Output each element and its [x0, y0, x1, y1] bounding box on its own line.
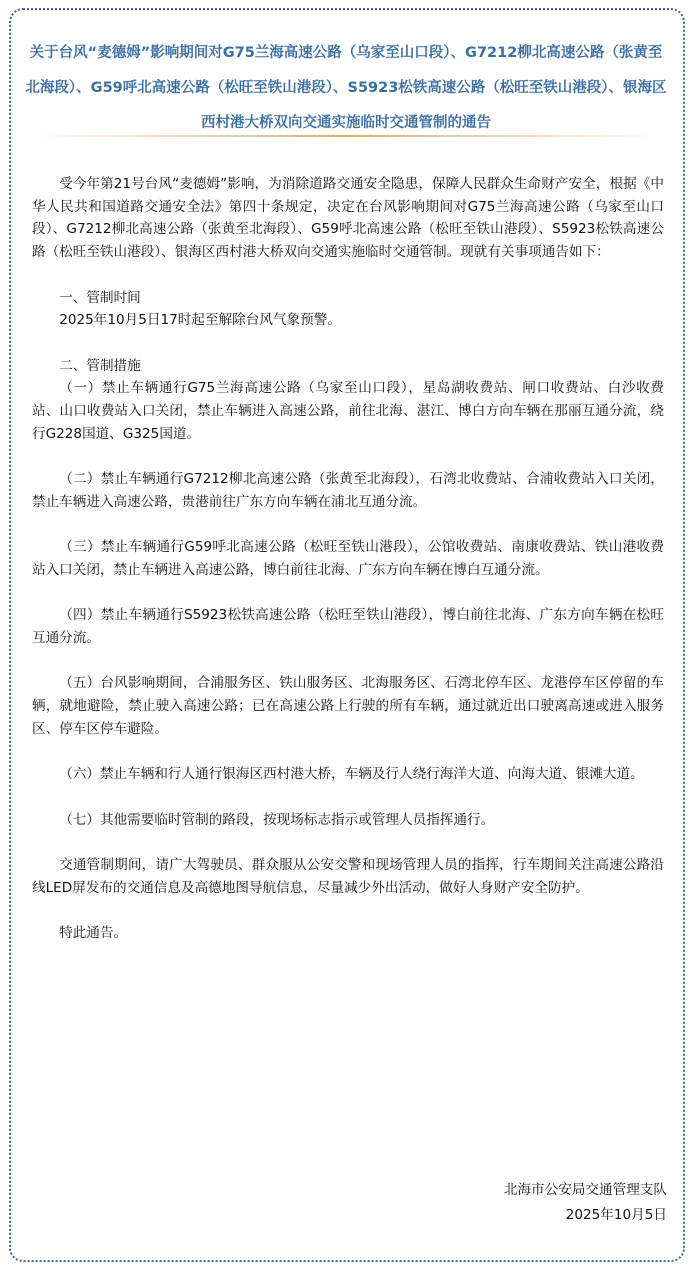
signature-org: 北海市公安局交通管理支队 — [503, 1182, 667, 1198]
notice-body — [32, 173, 664, 945]
measure-item: （三）禁止车辆通行G59呼北高速公路（松旺至铁山港段），公馆收费站、南康收费站、铁山港收费站入口关闭，禁止车辆进入高速公路，博白前往北海、广东方向车辆在博白互通分流。 — [32, 539, 664, 578]
section2-heading: 二、管制措施 — [59, 357, 141, 374]
section1-text: 2025年10月5日17时起至解除台风气象预警。 — [59, 312, 341, 329]
title-divider — [32, 135, 662, 137]
signature-block — [504, 1178, 667, 1228]
measure-item: （二）禁止车辆通行G7212柳北高速公路（张黄至北海段），石湾北收费站、合浦收费站入口关闭，禁止车辆进入高速公路，贵港前往广东方向车辆在浦北互通分流。 — [32, 471, 664, 510]
notice-title: 关于台风“麦德姆”影响期间对G75兰海高速公路（乌家至山口段）、G7212柳北高速公路（张黄至北海段）、G59呼北高速公路（松旺至铁山港段）、S5923松铁高速公路（松旺至铁山港段）、银海区西村港大桥双向交通实施临时交通管制的通告 — [25, 45, 667, 131]
intro-paragraph: 受今年第21号台风“麦德姆”影响，为消除道路交通安全隐患，保障人民群众生命财产安全，根据《中华人民共和国道路交通安全法》第四十条规定，决定在台风影响期间对G75兰海高速公路（乌家至山口段）、G7212柳北高速公路（张黄至北海段）、G59呼北高速公路（松旺至铁山港段）、S5923松铁高速公路（松旺至铁山港段）、银海区西村港大桥双向交通实施临时交通管制。现就有关事项通告如下： — [32, 176, 664, 261]
notice-end: 特此通告。 — [59, 925, 128, 942]
measure-item: （四）禁止车辆通行S5923松铁高速公路（松旺至铁山港段），博白前往北海、广东方向车辆在松旺互通分流。 — [32, 607, 664, 646]
section1-heading: 一、管制时间 — [59, 289, 141, 306]
closing-paragraph: 交通管制期间，请广大驾驶员、群众服从公安交警和现场管理人员的指挥，行车期间关注高速公路沿线LED屏发布的交通信息及高德地图导航信息，尽量减少外出活动，做好人身财产安全防护。 — [32, 856, 664, 896]
measure-item: （七）其他需要临时管制的路段，按现场标志指示或管理人员指挥通行。 — [59, 811, 495, 828]
measure-item: （一）禁止车辆通行G75兰海高速公路（乌家至山口段），星岛湖收费站、闸口收费站、白沙收费站、山口收费站入口关闭，禁止车辆进入高速公路，前往北海、湛江、博白方向车辆在那丽互通分流，绕行G228国道、G325国道。 — [32, 380, 664, 442]
measure-item: （五）台风影响期间，合浦服务区、铁山服务区、北海服务区、石湾北停车区、龙港停车区停留的车辆，就地避险，禁止驶入高速公路；已在高速公路上行驶的所有车辆，通过就近出口驶离高速或进入服务区、停车区停车避险。 — [32, 675, 664, 737]
measure-item: （六）禁止车辆和行人通行银海区西村港大桥，车辆及行人绕行海洋大道、向海大道、银滩大道。 — [59, 766, 644, 783]
signature-date: 2025年10月5日 — [565, 1207, 667, 1223]
